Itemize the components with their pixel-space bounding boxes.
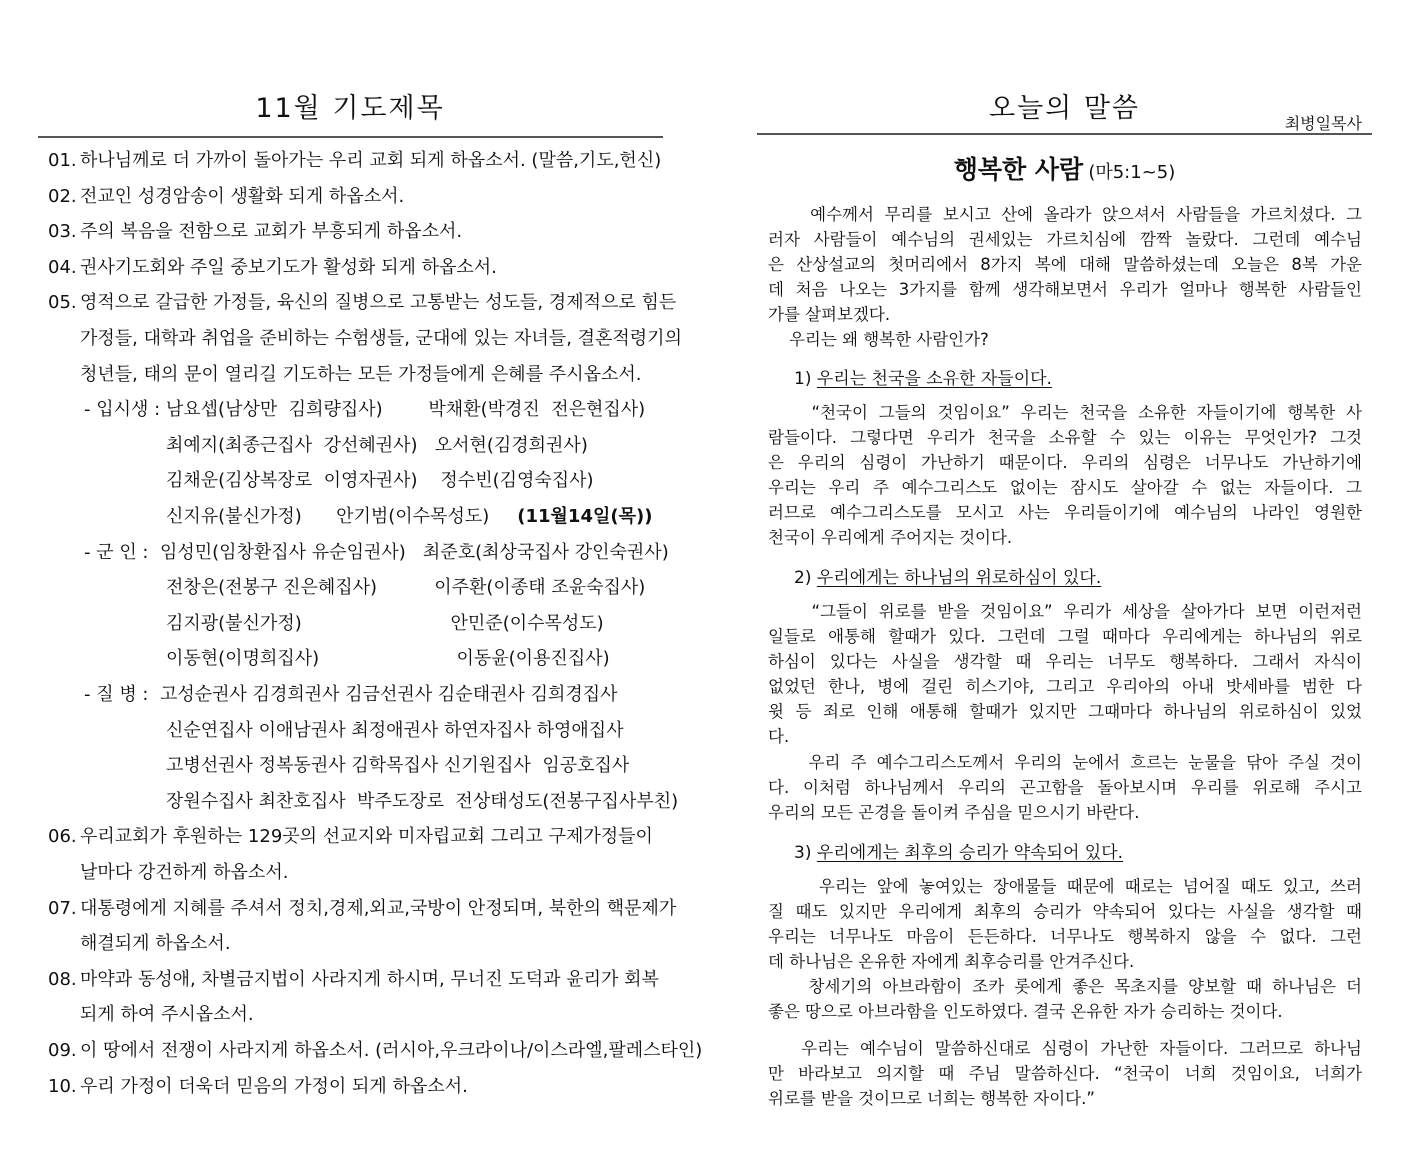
prayer-line: [48, 677, 618, 713]
prayer-line: [48, 179, 404, 215]
prayer-line: [48, 535, 669, 571]
prayer-line: [48, 1033, 702, 1069]
item-number: 04.: [48, 256, 77, 278]
text-line: 예수께서 무리를 보시고 산에 올라가 앉으셔서 사람들을 가르치셨다. 그: [768, 205, 1362, 224]
prayer-line: [48, 784, 678, 820]
prayer-text: 전창은(전봉구 진은혜집사) 이주환(이종태 조윤숙집사): [166, 577, 646, 599]
text-line: “그들이 위로를 받을 것임이요” 우리가 세상을 살아가다 보면 이런저런: [768, 602, 1362, 621]
prayer-line: [48, 285, 676, 321]
point-heading-3: [794, 838, 1388, 863]
prayer-line: [48, 891, 676, 927]
text-line: “천국이 그들의 것임이요” 우리는 천국을 소유한 자들이기에 행복한 사: [768, 403, 1362, 422]
prayer-line: [48, 606, 604, 642]
prayer-line: [48, 499, 652, 535]
prayer-text: 장원수집사 최찬호집사 박주도장로 전상태성도(전봉구집사부친): [166, 790, 679, 812]
point-text: 우리에게는 최후의 승리가 약속되어 있다.: [816, 843, 1124, 863]
text-line: 다. 이처럼 하나님께서 우리의 곤고함을 돌아보시며 우리를 위로해 주시고: [768, 778, 1362, 797]
item-number: 06.: [48, 826, 77, 848]
point-text: 우리에게는 하나님의 위로하심이 있다.: [816, 568, 1102, 588]
prayer-text: - 군 인 : 임성민(임창환집사 유순임권사) 최준호(최상국집사 강인숙권사): [84, 541, 669, 563]
text-line: 데 처음 나오는 3가지를 함께 생각해보면서 우리가 얼마나 행복한 사람들인: [768, 280, 1362, 299]
paragraph: [768, 327, 1362, 352]
author: 최병일목사: [1284, 114, 1362, 133]
text-line: 위로를 받을 것이므로 너희는 행복한 자이다.”: [768, 1089, 1095, 1108]
prayer-text: 최예지(최종근집사 강선혜권사) 오서현(김경희권사): [166, 434, 588, 456]
prayer-line: [48, 713, 624, 749]
paragraph: [768, 974, 1362, 1024]
prayer-line: [48, 748, 629, 784]
point-heading-1: [794, 364, 1388, 389]
prayer-title: 11월 기도제목: [255, 93, 445, 124]
prayer-text: 영적으로 갈급한 가정들, 육신의 질병으로 고통받는 성도들, 경제적으로 힘든: [80, 292, 677, 314]
text-line: 은 우리의 심령이 가난하기 때문이다. 우리의 심령은 너무나도 가난하기에: [768, 453, 1362, 472]
prayer-line: [48, 357, 641, 393]
item-number: 01.: [48, 150, 77, 171]
paragraph: [768, 874, 1362, 974]
text-line: 우리는 예수님이 말씀하신대로 심령이 가난한 자들이다. 그러므로 하나님: [768, 1039, 1362, 1058]
text-line: 만 바라보고 의지할 때 주님 말씀하신다. “천국이 너희 것임이요, 너희가: [768, 1064, 1362, 1083]
prayer-text: 해결되게 하옵소서.: [80, 933, 231, 955]
prayer-line: [48, 250, 497, 286]
prayer-text: 권사기도회와 주일 중보기도가 활성화 되게 하옵소서.: [80, 256, 497, 278]
divider: [38, 136, 663, 138]
text-line: 창세기의 아브라함이 조카 롯에게 좋은 목초지를 양보할 때 하나님은 더: [768, 977, 1362, 996]
text-line: 다.: [768, 727, 790, 746]
text-line: 없었던 한나, 병에 걸린 히스기야, 그리고 우리아의 아내 밧세바를 범한 다: [768, 677, 1362, 696]
prayer-text: 날마다 강건하게 하옵소서.: [80, 862, 289, 883]
prayer-line: [48, 1069, 468, 1105]
text-line: 데 하나님은 온유한 자에게 최후승리를 안겨주신다.: [768, 952, 1135, 971]
paragraph: [768, 599, 1362, 749]
paragraph: [768, 400, 1362, 550]
prayer-line: [48, 997, 254, 1033]
item-number: 07.: [48, 897, 77, 919]
prayer-text: 하나님께로 더 가까이 돌아가는 우리 교회 되게 하옵소서. (말씀,기도,헌신): [80, 150, 662, 171]
prayer-line: [48, 926, 231, 962]
point-number: 1): [794, 369, 812, 389]
paragraph: [768, 1036, 1362, 1111]
prayer-text: 가정들, 대학과 취업을 준비하는 수험생들, 군대에 있는 자녀들, 결혼적령기의: [80, 328, 682, 349]
prayer-text: 이 땅에서 전쟁이 사라지게 하옵소서. (러시아,우크라이나/이스라엘,팔레스타인): [80, 1040, 703, 1061]
prayer-text: 청년들, 태의 문이 열리길 기도하는 모든 가정들에게 은혜를 주시옵소서.: [80, 363, 642, 385]
prayer-line: [48, 392, 645, 428]
prayer-text: 대통령에게 지혜를 주셔서 정치,경제,외교,국방이 안정되며, 북한의 핵문제가: [80, 897, 677, 919]
point-text: 우리는 천국을 소유한 자들이다.: [816, 369, 1052, 389]
text-line: 우리는 앞에 놓여있는 장애물들 때문에 때로는 넘어질 때도 있고, 쓰러: [768, 877, 1362, 896]
text-line: 러므로 예수그리스도를 모시고 사는 우리들이기에 예수님의 나라인 영원한: [768, 503, 1362, 522]
point-number: 2): [794, 568, 812, 588]
prayer-text: 우리교회가 후원하는 129곳의 선교지와 미자립교회 그리고 구제가정들이: [80, 826, 653, 848]
date-note: (11월14일(목)): [517, 506, 653, 527]
prayer-line: [48, 570, 645, 606]
prayer-text: 되게 하여 주시옵소서.: [80, 1004, 254, 1026]
sermon-section-title: 오늘의 말씀: [989, 93, 1140, 124]
item-number: 08.: [48, 968, 77, 990]
point-heading-2: [794, 563, 1388, 588]
text-line: 우리는 우리 주 예수그리스도 없이는 잠시도 살아갈 수 없는 자들이다. 그: [768, 478, 1362, 497]
item-number: 03.: [48, 221, 77, 243]
sermon-title: 행복한 사람: [953, 155, 1084, 184]
prayer-text: - 입시생 : 남요셉(남상만 김희량집사) 박채환(박경진 전은현집사): [84, 399, 646, 421]
scripture-reference: (마5:1~5): [1088, 162, 1176, 183]
item-number: 05.: [48, 292, 77, 314]
prayer-text: - 질 병 : 고성순권사 김경희권사 김금선권사 김순태권사 김희경집사: [84, 684, 618, 705]
point-number: 3): [794, 843, 812, 863]
paragraph: [768, 202, 1362, 327]
prayer-line: [48, 463, 594, 499]
text-line: 일들로 애통해 할때가 있다. 그런데 그럴 때마다 우리에게는 하나님의 위로: [768, 627, 1362, 646]
text-line: 하심이 있다는 사실을 생각할 때 우리는 너무도 행복하다. 그래서 자식이: [768, 652, 1362, 671]
item-number: 09.: [48, 1040, 77, 1061]
prayer-text: 김지광(불신가정) 안민준(이수목성도): [166, 612, 604, 634]
text-line: 은 산상설교의 첫머리에서 8가지 복에 대해 말씀하셨는데 오늘은 8복 가운: [768, 255, 1362, 274]
prayer-text: 우리 가정이 더욱더 믿음의 가정이 되게 하옵소서.: [80, 1075, 468, 1097]
prayer-line: [48, 428, 588, 464]
prayer-text: 전교인 성경암송이 생활화 되게 하옵소서.: [80, 185, 405, 207]
divider: [757, 133, 1372, 135]
text-line: 윗 등 죄로 인해 애통해 할때가 있지만 그때마다 하나님의 위로하심이 있었: [768, 702, 1362, 721]
sermon-heading: [757, 150, 1372, 186]
item-number: 10.: [48, 1075, 77, 1097]
prayer-line: [48, 214, 462, 250]
prayer-line: [48, 962, 659, 998]
prayer-line: [48, 143, 661, 179]
text-line: 람들이다. 그렇다면 우리가 천국을 소유할 수 있는 이유는 무엇인가? 그것: [768, 428, 1362, 447]
prayer-text: 신순연집사 이애남권사 최정애권사 하연자집사 하영애집사: [166, 719, 624, 741]
prayer-text: 이동현(이명희집사) 이동윤(이용진집사): [166, 648, 610, 670]
prayer-text: 고병선권사 정복동권사 김학목집사 신기원집사 임공호집사: [166, 755, 630, 777]
paragraph: [768, 750, 1362, 825]
prayer-line: [48, 641, 610, 677]
text-line: 천국이 우리에게 주어지는 것이다.: [768, 528, 1013, 547]
item-number: 02.: [48, 185, 77, 207]
prayer-text: 주의 복음을 전함으로 교회가 부흥되게 하옵소서.: [80, 221, 463, 243]
text-line: 러자 사람들이 예수님의 권세있는 가르치심에 깜짝 놀랐다. 그런데 예수님: [768, 230, 1362, 249]
prayer-line: [48, 855, 288, 891]
text-line: 우리의 모든 곤경을 돌이켜 주심을 믿으시기 바란다.: [768, 803, 1140, 822]
text-line: 가를 살펴보겠다.: [768, 305, 891, 324]
prayer-text: 김채운(김상복장로 이영자권사) 정수빈(김영숙집사): [166, 470, 594, 492]
prayer-line: [48, 321, 682, 357]
text-line: 우리는 왜 행복한 사람인가?: [768, 330, 989, 349]
text-line: 우리는 너무나도 마음이 든든하다. 너무나도 행복하지 않을 수 없다. 그런: [768, 927, 1362, 946]
prayer-text: 마약과 동성애, 차별금지법이 사라지게 하시며, 무너진 도덕과 윤리가 회복: [80, 968, 659, 990]
text-line: 우리 주 예수그리스도께서 우리의 눈에서 흐르는 눈물을 닦아 주실 것이: [768, 753, 1362, 772]
text-line: 질 때도 있지만 우리에게 최후의 승리가 약속되어 있다는 사실을 생각할 때: [768, 902, 1362, 921]
prayer-text: 신지유(불신가정) 안기범(이수목성도): [166, 506, 490, 527]
prayer-line: [48, 819, 653, 855]
text-line: 좋은 땅으로 아브라함을 인도하였다. 결국 온유한 자가 승리하는 것이다.: [768, 1002, 1283, 1021]
